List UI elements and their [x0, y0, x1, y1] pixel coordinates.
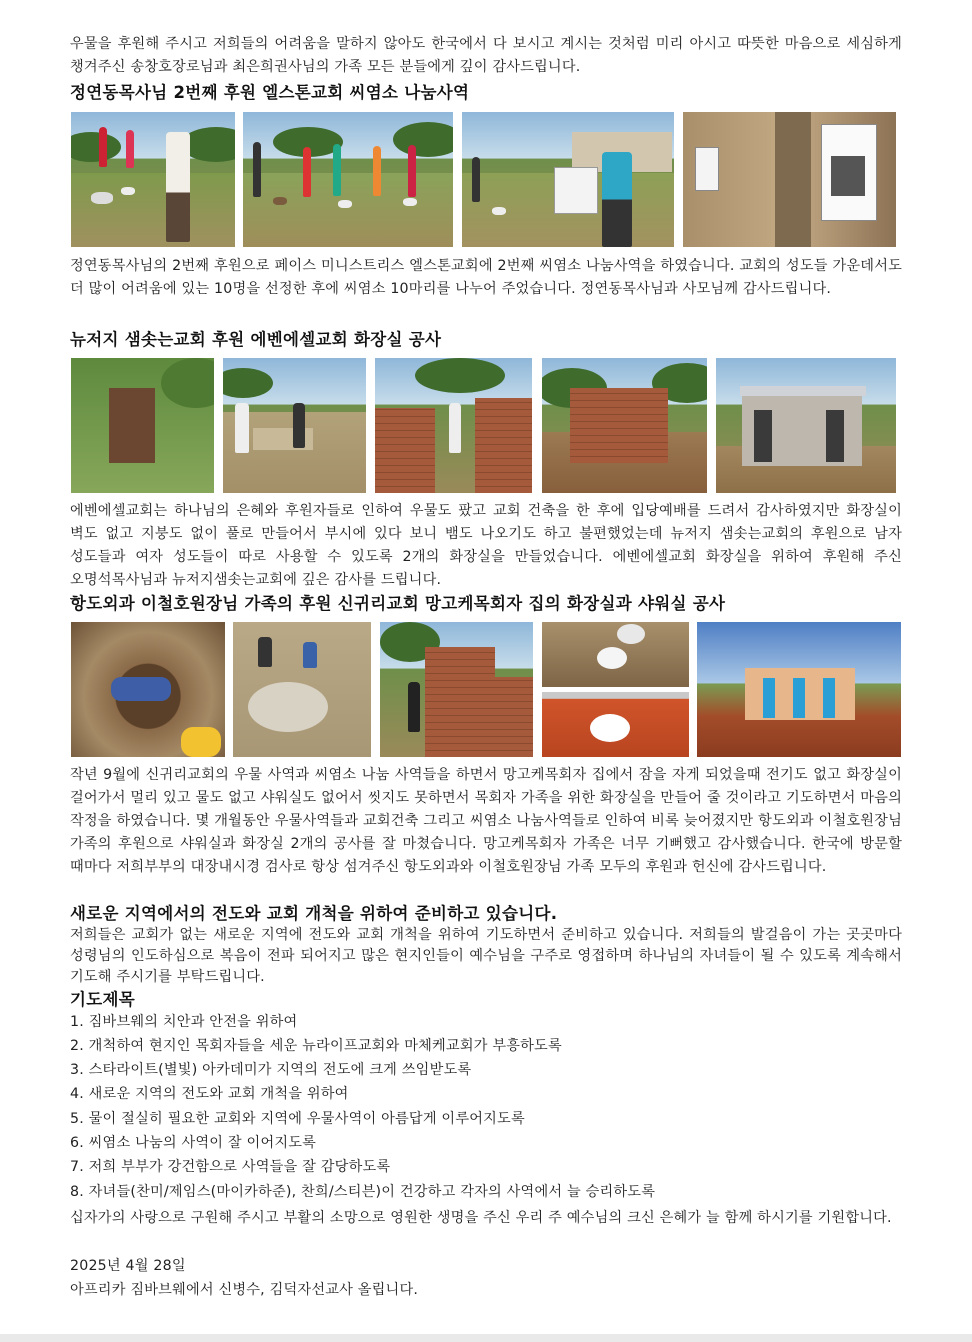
toilet-foundation-photo — [223, 358, 366, 493]
digging-pit-photo — [71, 622, 225, 757]
church-wall-posters-photo — [683, 112, 896, 247]
section-4-body: 저희들은 교회가 없는 새로운 지역에 전도와 교회 개척을 위하여 기도하면서 준비하고 있습니다. 저희들의 발걸음이 가는 곳곳마다 성령님의 인도하심으로 복음이 전파 되어지고 많은 현지인들이 예수님을 구주로 영접하며 하나님의 자녀들이 될 수 있도록 계속해서 기도해 주시기를 부탁드립니다. — [70, 927, 902, 985]
section-2-title: 뉴저지 샘솟는교회 후원 에벤에셀교회 화장실 공사 — [70, 330, 442, 349]
goat-distribution-photo-1 — [71, 112, 235, 247]
goat-distribution-photo-2 — [243, 112, 453, 247]
closing-blessing: 십자가의 사랑으로 구원해 주시고 부활의 소망으로 영원한 생명을 주신 우리 주 예수님의 크신 은혜가 늘 함께 하시기를 기원합니다. — [70, 1210, 892, 1226]
section-3-body: 작년 9월에 신귀리교회의 우물 사역과 씨염소 나눔 사역들을 하면서 망고케목회자 집에서 잠을 자게 되었을때 전기도 없고 화장실이 걸어가서 멀리 있고 물도 없고 샤워실도 없어서 씻지도 못하면서 목회자 가족을 위한 화장실을 만들어 줄 것이라고 기도하면서 마음의 작정을 하였습니다. 몇 개월동안 우물사역들과 교회건축 그리고 씨염소 나눔사역들로 인하여 비록 늦어졌지만 항도외과 이철호원장님 가족의 후원으로 샤워실과 화장실 2개의 공사를 잘 마쳤습니다. 망고케목회자 가족은 너무 기뻐했고 감사했습니다. 한국에 방문할 때마다 저희부부의 대장내시경 검사로 항상 섬겨주신 항도외과와 이철호원장님 가족 모두의 후원과 헌신에 감사드립니다. — [70, 767, 902, 875]
septic-cover-photo — [233, 622, 371, 757]
prayer-item-5: 5. 물이 절실히 필요한 교회와 지역에 우물사역이 아름답게 이루어지도록 — [70, 1111, 525, 1127]
goat-distribution-photo-3 — [462, 112, 674, 247]
prayer-item-4: 4. 새로운 지역의 전도와 교회 개척을 위하여 — [70, 1086, 349, 1102]
prayer-item-6: 6. 씨염소 나눔의 사역이 잘 이어지도록 — [70, 1135, 317, 1151]
brick-walls-construction-photo — [375, 358, 532, 493]
toilet-bowl-photo-1 — [542, 622, 689, 687]
prayer-item-2: 2. 개척하여 현지인 목회자들을 세운 뉴라이프교회와 마체케교회가 부흥하도록 — [70, 1038, 562, 1054]
prayer-item-8: 8. 자녀들(찬미/제임스(마이카하준), 찬희/스티븐)이 건강하고 각자의 사역에서 늘 승리하도록 — [70, 1184, 656, 1200]
section-3-title: 항도외과 이철호원장님 가족의 후원 신귀리교회 망고케목회자 집의 화장실과 샤워실 공사 — [70, 594, 726, 613]
section-1-title: 정연동목사님 2번째 후원 엘스톤교회 씨염소 나눔사역 — [70, 83, 470, 102]
finished-toilet-photo — [716, 358, 896, 493]
old-toilet-photo — [71, 358, 214, 493]
prayer-item-3: 3. 스타라이트(별빛) 아카데미가 지역의 전도에 크게 쓰임받도록 — [70, 1062, 472, 1078]
prayer-title: 기도제목 — [70, 990, 135, 1009]
letter-signature: 아프리카 짐바브웨에서 신병수, 김덕자선교사 올립니다. — [70, 1282, 419, 1298]
brick-toilet-walls-photo — [542, 358, 707, 493]
finished-shower-toilet-photo — [697, 622, 901, 757]
section-1-body: 정연동목사님의 2번째 후원으로 페이스 미니스트리스 엘스톤교회에 2번째 씨염소 나눔사역을 하였습니다. 교회의 성도들 가운데서도 더 많이 어려움에 있는 10명을 선정한 후에 씨염소 10마리를 나누어 주었습니다. 정연동목사님과 사모님께 감사드립니다. — [70, 258, 902, 297]
letter-date: 2025년 4월 28일 — [70, 1258, 186, 1274]
section-4-title: 새로운 지역에서의 전도와 교회 개척을 위하여 준비하고 있습니다. — [70, 904, 558, 923]
prayer-item-7: 7. 저희 부부가 강건함으로 사역들을 잘 감당하도록 — [70, 1159, 391, 1175]
prayer-item-1: 1. 짐바브웨의 치안과 안전을 위하여 — [70, 1014, 298, 1030]
toilet-bowl-photo-2 — [542, 692, 689, 757]
section-2-body: 에벤에셀교회는 하나님의 은혜와 후원자들로 인하여 우물도 팠고 교회 건축을 한 후에 입당예배를 드려서 감사하였지만 화장실이 벽도 없고 지붕도 없이 풀로 만들어서 부시에 있다 보니 뱀도 나오기도 하고 불편했었는데 뉴저지 샘솟는교회의 후원으로 남자 성도들과 여자 성도들이 따로 사용할 수 있도록 2개의 화장실을 만들었습니다. 에벤에셀교회 화장실을 위하여 후원해 주신 오명석목사님과 뉴저지샘솟는교회에 깊은 감사를 드립니다. — [70, 503, 902, 588]
intro-paragraph: 우물을 후원해 주시고 저희들의 어려움을 말하지 않아도 한국에서 다 보시고 계시는 것처럼 미리 아시고 따뜻한 마음으로 세심하게 챙겨주신 송창호장로님과 최은희권사님의 가족 모든 분들에게 깊이 감사드립니다. — [70, 36, 902, 75]
shower-brick-construction-photo — [380, 622, 533, 757]
